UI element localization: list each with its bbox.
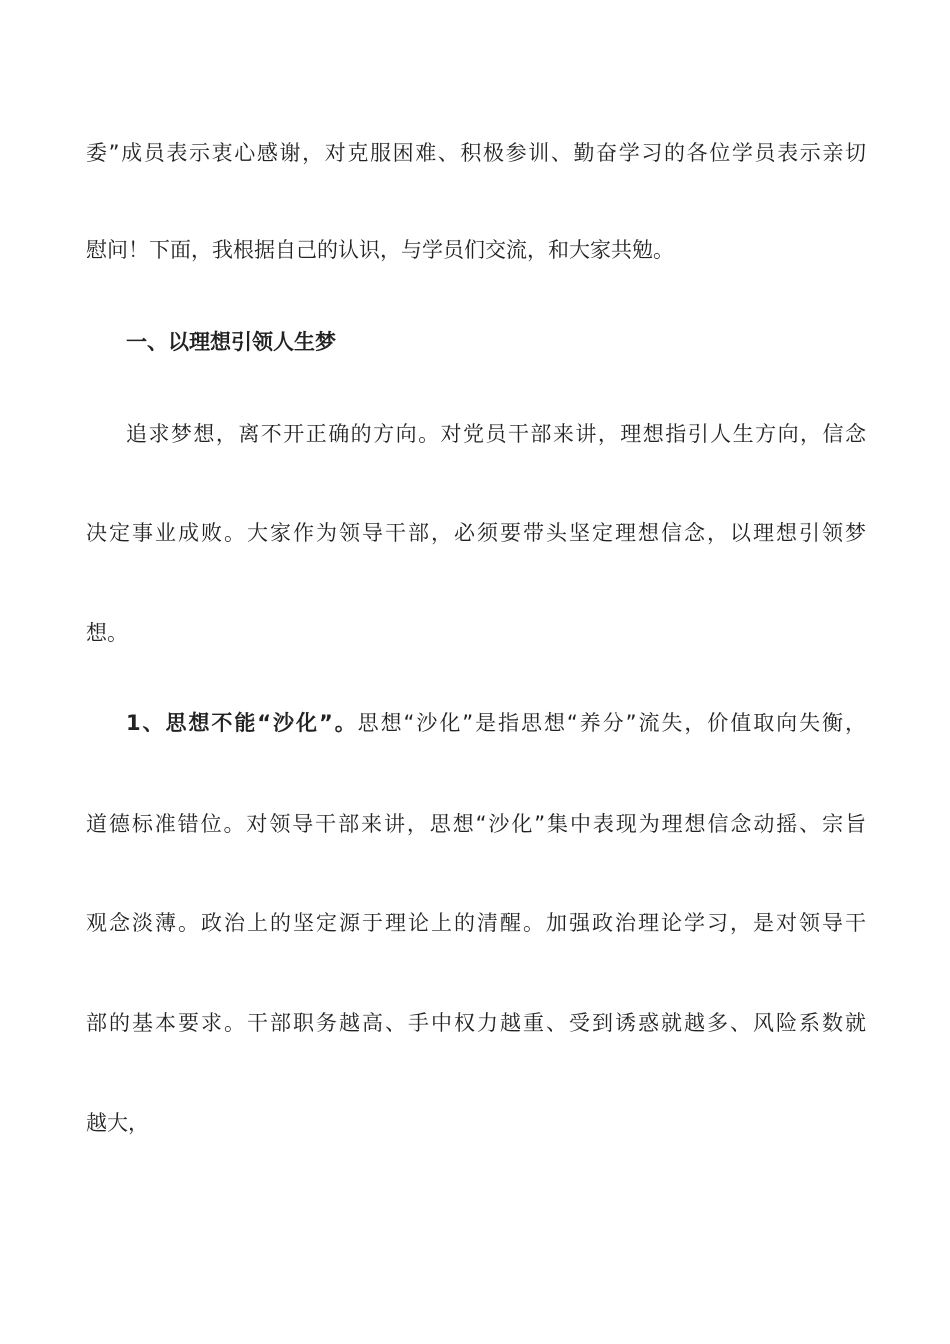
paragraph-line-11: 越大，	[86, 1111, 149, 1135]
subsection-line-1	[126, 709, 866, 737]
subsection-heading-1: 1、思想不能“沙化”。	[126, 711, 358, 735]
paragraph-line-5: 决定事业成败。大家作为领导干部，必须要带头坚定理想信念，以理想引领梦	[86, 521, 866, 545]
paragraph-line-6: 想。	[86, 621, 128, 645]
section-heading-1: 一、以理想引领人生梦	[126, 330, 336, 354]
paragraph-line-9: 观念淡薄。政治上的坚定源于理论上的清醒。加强政治理论学习，是对领导干	[86, 911, 866, 935]
paragraph-line-10: 部的基本要求。干部职务越高、手中权力越重、受到诱惑就越多、风险系数就	[86, 1011, 866, 1035]
subsection-text-1: 思想“沙化”是指思想“养分”流失，价值取向失衡，	[357, 711, 866, 735]
paragraph-line-1: 委”成员表示衷心感谢，对克服困难、积极参训、勤奋学习的各位学员表示亲切	[86, 141, 866, 165]
paragraph-line-8: 道德标准错位。对领导干部来讲，思想“沙化”集中表现为理想信念动摇、宗旨	[86, 812, 866, 836]
paragraph-line-2: 慰问！下面，我根据自己的认识，与学员们交流，和大家共勉。	[86, 238, 674, 262]
paragraph-line-4: 追求梦想，离不开正确的方向。对党员干部来讲，理想指引人生方向，信念	[126, 422, 866, 446]
